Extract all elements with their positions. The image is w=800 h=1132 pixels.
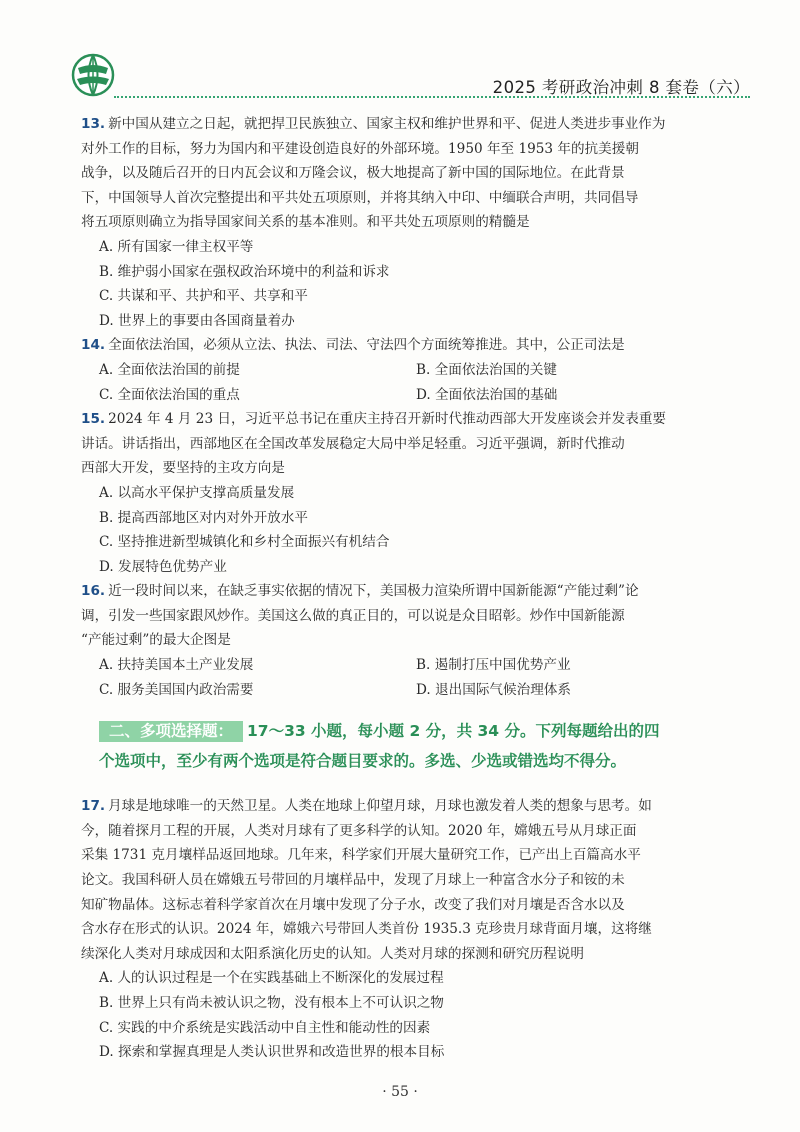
section-line-2: 个选项中，至少有两个选项是符合题目要求的。多选、少选或错选均不得分。 (99, 752, 627, 771)
question-stem-text: 新中国从建立之日起，就把捍卫民族独立、国家主权和维护世界和平、促进人类进步事业作为 (108, 116, 666, 132)
question-stem-text: 采集 1731 克月壤样品返回地球。几年来，科学家们开展大量研究工作，已产出上百篇高水平 (81, 847, 641, 864)
answer-option: A. 扶持美国本土产业发展 (99, 657, 254, 674)
question-stem-line (81, 112, 733, 137)
question (81, 333, 733, 407)
question-stem-line (81, 137, 733, 162)
question (81, 407, 733, 579)
question (81, 794, 733, 1065)
question-number: 16. (81, 583, 106, 600)
answer-option: C. 服务美国国内政治需要 (99, 681, 254, 698)
page-number: · 55 · (382, 1084, 418, 1100)
question (81, 579, 733, 702)
section-label: 二、多项选择题： (99, 721, 243, 742)
question-stem-text: 讲话。讲话指出，西部地区在全国改革发展稳定大局中举足轻重。习近平强调，新时代推动 (81, 435, 625, 452)
answer-option: C. 实践的中介系统是实践活动中自主性和能动性的因素 (99, 1019, 431, 1036)
question-stem-line (81, 628, 733, 653)
question-stem-text: 调，引发一些国家跟风炒作。美国这么做的真正目的，可以说是众目昭彰。炒作中国新能源 (81, 607, 625, 624)
question-stem-line (81, 161, 733, 186)
answer-option: C. 共谋和平、共护和平、共享和平 (99, 288, 308, 305)
question-stem-line (81, 819, 733, 844)
question-stem-text: 下，中国领导人首次完整提出和平共处五项原则，并将其纳入中印、中缅联合声明，共同倡导 (81, 189, 639, 206)
question-stem-line (81, 579, 733, 604)
question-stem-text: 续深化人类对月球成因和太阳系演化历史的认知。人类对月球的探测和研究历程说明 (81, 945, 584, 962)
answer-option: C. 全面依法治国的重点 (99, 386, 240, 403)
answer-option-row (81, 358, 733, 383)
question-stem-line (81, 843, 733, 868)
answer-option: A. 所有国家一律主权平等 (99, 238, 254, 255)
question-stem-line (81, 186, 733, 211)
question-stem-line (81, 456, 733, 481)
answer-option-row (81, 653, 733, 678)
page-content (81, 112, 733, 1065)
question-stem-line (81, 210, 733, 235)
header-title: 2025 考研政治冲刺 8 套卷（六） (492, 78, 750, 97)
answer-option: C. 坚持推进新型城镇化和乡村全面振兴有机结合 (99, 534, 390, 551)
question-stem-line (81, 893, 733, 918)
answer-option: D. 发展特色优势产业 (99, 558, 227, 575)
answer-option: D. 退出国际气候治理体系 (416, 681, 571, 698)
answer-option: A. 以高水平保护支撑高质量发展 (99, 484, 295, 501)
question (81, 112, 733, 333)
question-stem-text: 近一段时间以来，在缺乏事实依据的情况下，美国极力渲染所谓中国新能源“产能过剩”论 (108, 583, 639, 600)
question-number: 17. (81, 798, 106, 815)
question-stem-text: 将五项原则确立为指导国家间关系的基本准则。和平共处五项原则的精髓是 (81, 214, 530, 231)
answer-option-row (81, 678, 733, 703)
question-stem-line (81, 794, 733, 819)
answer-option: A. 人的认识过程是一个在实践基础上不断深化的发展过程 (99, 970, 444, 987)
question-stem-line (81, 604, 733, 629)
section-line-1 (99, 716, 733, 746)
question-stem-text: 论文。我国科研人员在嫦娥五号带回的月壤样品中，发现了月球上一种富含水分子和铵的未 (81, 872, 625, 889)
page-header (70, 52, 750, 102)
question-stem-text: “产能过剩”的最大企图是 (81, 632, 231, 649)
question-list-single-choice (81, 112, 733, 702)
question-stem-text: 对外工作的目标，努力为国内和平建设创造良好的外部环境。1950 年至 1953 年的抗美援朝 (81, 140, 639, 157)
answer-option: B. 维护弱小国家在强权政治环境中的利益和诉求 (99, 263, 390, 280)
question-number: 14. (81, 337, 106, 354)
question-stem-text: 今，随着探月工程的开展，人类对月球有了更多科学的认知。2020 年，嫦娥五号从月球正面 (81, 822, 637, 839)
answer-option: D. 探索和掌握真理是人类认识世界和改造世界的根本目标 (99, 1044, 445, 1061)
answer-option: D. 世界上的事要由各国商量着办 (99, 312, 295, 329)
question-stem-text: 含水存在形式的认识。2024 年，嫦娥六号带回人类首份 1935.3 克珍贵月球背面月壤，这将继 (81, 921, 652, 938)
answer-option: B. 世界上只有尚未被认识之物，没有根本上不可认识之物 (99, 995, 444, 1011)
question-stem-text: 西部大开发，要坚持的主攻方向是 (81, 460, 285, 477)
question-number: 13. (81, 116, 106, 132)
question-stem-text: 月球是地球唯一的天然卫星。人类在地球上仰望月球，月球也激发着人类的想象与思考。如 (108, 798, 652, 815)
answer-option: B. 遏制打压中国优势产业 (416, 657, 571, 674)
globe-logo-icon (70, 52, 116, 98)
question-stem-line (81, 868, 733, 893)
section-heading-multiple-choice (81, 716, 733, 776)
question-number: 15. (81, 411, 106, 428)
question-stem-line (81, 917, 733, 942)
question-stem-text: 2024 年 4 月 23 日，习近平总书记在重庆主持召开新时代推动西部大开发座谈会并发表重要 (108, 411, 667, 428)
answer-option-row (81, 383, 733, 408)
question-stem-text: 战争，以及随后召开的日内瓦会议和万隆会议，极大地提高了新中国的国际地位。在此背景 (81, 165, 625, 182)
answer-option: B. 提高西部地区对内对外开放水平 (99, 509, 308, 526)
question-stem-text: 知矿物晶体。这标志着科学家首次在月壤中发现了分子水，改变了我们对月壤是否含水以及 (81, 896, 625, 913)
question-stem-line (81, 407, 733, 432)
question-stem-text: 全面依法治国，必须从立法、执法、司法、守法四个方面统筹推进。其中，公正司法是 (108, 337, 625, 354)
section-line-1-text: 17～33 小题，每小题 2 分，共 34 分。下列每题给出的四 (247, 722, 660, 741)
answer-option: B. 全面依法治国的关键 (416, 361, 557, 378)
question-list-multiple-choice (81, 794, 733, 1065)
answer-option: A. 全面依法治国的前提 (99, 361, 240, 378)
question-stem-line (81, 432, 733, 457)
question-stem-line (81, 942, 733, 967)
question-stem-line (81, 333, 733, 358)
answer-option: D. 全面依法治国的基础 (416, 386, 558, 403)
